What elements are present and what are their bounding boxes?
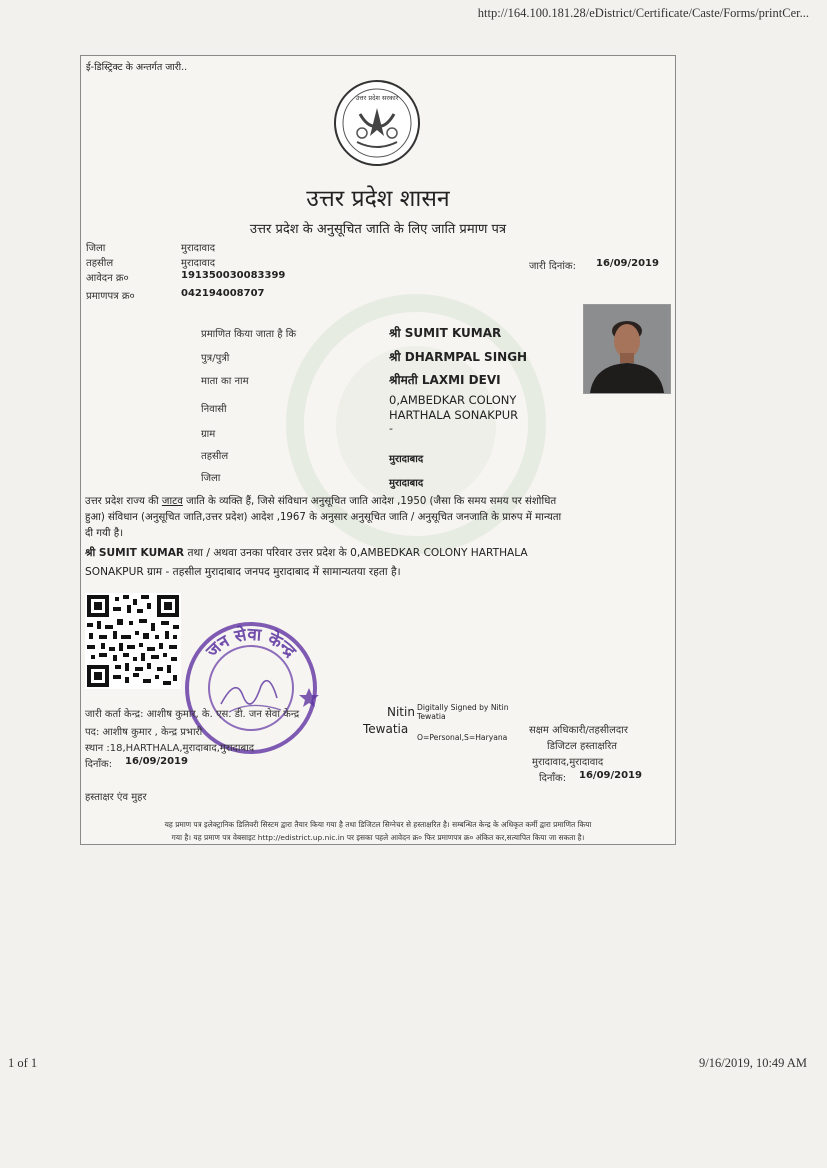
detail-label-village: ग्राम: [201, 429, 216, 440]
issuer-center: जारी कर्ता केन्द्र: आशीष कुमार, के. एस. डी. जन सेवा केन्द्र: [85, 709, 300, 720]
detail-label-certified: प्रमाणित किया जाता है कि: [201, 329, 297, 340]
issuer-place: स्थान :18,HARTHALA,मुरादाबाद,मुरादाबाद: [85, 743, 255, 754]
print-datetime: 9/16/2019, 10:49 AM: [699, 1056, 807, 1070]
detail-value-mother: श्रीमती LAXMI DEVI: [389, 373, 501, 387]
caste-statement: उत्तर प्रदेश राज्य की जाटव जाति के व्यक्ति हैं, जिसे संविधान अनुसूचित जाति आदेश ,1950 (जैसा कि समय समय पर संशोधित हुआ) संविधान (अनुसूचित जाति,उत्तर प्रदेश) आदेश ,1967 के अनुसार अनुसूचित जाति / अनुसूचित जनजाति के प्रारुप में मान्यता दी गयी है।: [85, 496, 562, 539]
authority-line2: डिजिटल हस्ताक्षरित: [547, 741, 617, 752]
meta-value-certificate-no: 042194008707: [181, 288, 265, 299]
signer-name-line1: Nitin: [387, 705, 415, 719]
meta-label-district: जिला: [86, 243, 106, 254]
issuer-post: पद: आशीष कुमार , केन्द्र प्रभारी: [85, 727, 203, 738]
certificate-footer-note: यह प्रमाण पत्र इलेक्ट्रानिक डिलिवरी सिस्टम द्वारा तैयार किया गया है तथा डिजिटल सिग्नेचर से हस्ताक्षरित है। सम्बन्धित केन्द्र के अधिकृत कर्मी द्वारा प्रमाणित किया गया है। यह प्रमाण पत्र वेबसाइट http://edistrict.up.nic.in पर इसका पहले आवेदन क्र० फिर प्रमाणपत्र क्र० अंकित कर,सत्यापित किया जा सकता है।: [164, 820, 592, 842]
issue-date-label: जारी दिनांक:: [529, 261, 576, 272]
authority-date-label: दिनाँक:: [539, 773, 567, 784]
certificate-subtitle: उत्तर प्रदेश के अनुसूचित जाति के लिए जाति प्रमाण पत्र: [249, 222, 507, 237]
caste-name: जाटव: [161, 496, 183, 507]
detail-label-resident: निवासी: [201, 404, 227, 415]
detail-value-father: श्री DHARMPAL SINGH: [389, 350, 528, 364]
issued-under-text: ई-डिस्ट्रिक्ट के अन्तर्गत जारी..: [86, 62, 188, 73]
detail-label-tehsil: तहसील: [201, 451, 229, 462]
applicant-photo: [583, 304, 671, 394]
meta-value-application-no: 191350030083399: [181, 270, 286, 281]
detail-value-address-line1: 0,AMBEDKAR COLONY: [389, 393, 517, 407]
emblem-text: उत्तर प्रदेश सरकार: [355, 94, 399, 102]
detail-label-mother: माता का नाम: [201, 376, 249, 387]
resident-name: श्री SUMIT KUMAR: [85, 547, 185, 559]
meta-label-application-no: आवेदन क्र०: [86, 273, 129, 284]
detail-value-tehsil: मुरादाबाद: [389, 454, 424, 465]
residence-statement: श्री SUMIT KUMAR तथा / अथवा उनका परिवार उत्तर प्रदेश के 0,AMBEDKAR COLONY HARTHALA SONAKPUR ग्राम - तहसील मुरादाबाद जनपद मुरादाबाद में सामान्यतया रहता है।: [85, 547, 528, 578]
meta-label-certificate-no: प्रमाणपत्र क्र०: [86, 291, 135, 302]
authority-line3: मुरादावाद,मुरादावाद: [532, 757, 604, 768]
signature-and-seal: हस्ताक्षर एंव मुहर: [85, 792, 147, 803]
caste-certificate: [80, 55, 676, 845]
print-url: http://164.100.181.28/eDistrict/Certificate/Caste/Forms/printCer...: [477, 6, 809, 20]
svg-text:जन सेवा केन्द्र: जन सेवा केन्द्र: [202, 624, 300, 662]
issue-date: 16/09/2019: [596, 258, 659, 269]
authority-date: 16/09/2019: [579, 770, 642, 781]
detail-value-name: श्री SUMIT KUMAR: [389, 326, 502, 340]
issuer-date-label: दिनाँक:: [85, 759, 113, 770]
detail-value-district: मुरादाबाद: [389, 478, 424, 489]
authority-line1: सक्षम अधिकारी/तहसीलदार: [529, 725, 628, 736]
detail-value-address-line2: HARTHALA SONAKPUR: [389, 408, 519, 422]
verification-qr-code: [85, 593, 181, 689]
up-government-emblem-icon: [332, 78, 422, 168]
signer-dn: O=Personal,S=Haryana: [417, 733, 508, 742]
signer-name-line2: Tewatia: [363, 722, 409, 736]
meta-label-tehsil: तहसील: [86, 258, 114, 269]
detail-label-district: जिला: [201, 473, 221, 484]
issuer-date: 16/09/2019: [125, 756, 188, 767]
certificate-title: उत्तर प्रदेश शासन: [306, 186, 450, 212]
meta-value-tehsil: मुरादावाद: [181, 258, 216, 269]
digitally-signed-by: Digitally Signed by Nitin Tewatia: [417, 703, 509, 721]
meta-value-district: मुरादावाद: [181, 243, 216, 254]
detail-value-village: -: [389, 422, 393, 435]
page-count: 1 of 1: [8, 1056, 38, 1070]
detail-label-child-of: पुत्र/पुत्री: [201, 353, 230, 364]
